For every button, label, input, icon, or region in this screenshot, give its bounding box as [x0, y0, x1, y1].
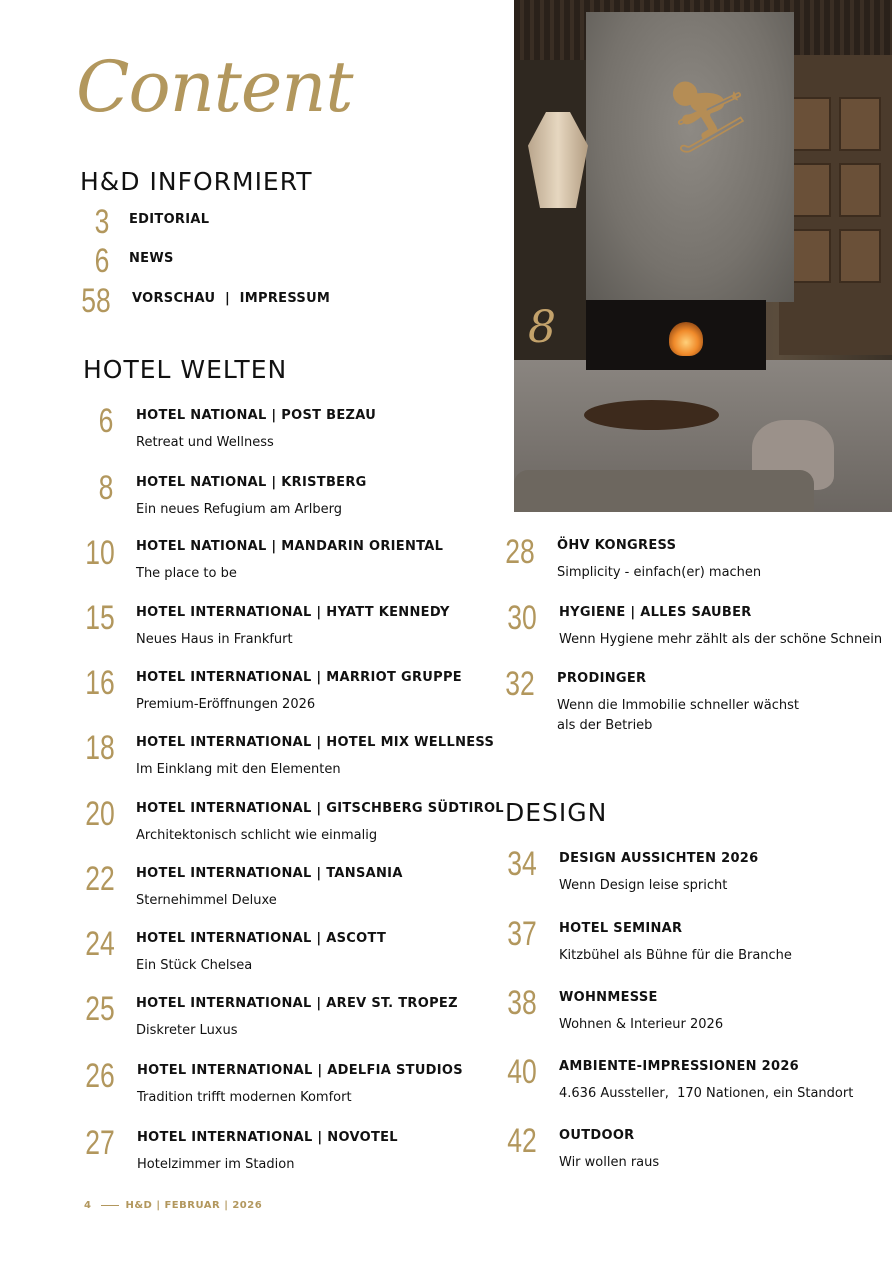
page-number: 16 [85, 664, 115, 702]
page-title: Content [76, 46, 353, 128]
toc-entry-subtitle: Im Einklang mit den Elementen [136, 762, 341, 777]
page-number: 38 [507, 984, 537, 1022]
page-number: 10 [85, 534, 115, 572]
toc-entry-subtitle: Ein neues Refugium am Arlberg [136, 502, 342, 517]
toc-entry-subtitle: Premium-Eröffnungen 2026 [136, 697, 316, 712]
toc-entry-title[interactable]: HOTEL INTERNATIONAL | TANSANIA [136, 866, 403, 881]
toc-entry-subtitle: Neues Haus in Frankfurt [136, 632, 293, 647]
toc-entry-title[interactable]: HOTEL NATIONAL | MANDARIN ORIENTAL [136, 539, 444, 554]
toc-entry-subtitle: Wenn Hygiene mehr zählt als der schöne Schnein [559, 632, 883, 647]
toc-entry-title[interactable]: HOTEL INTERNATIONAL | GITSCHBERG SÜDTIROL [136, 801, 504, 816]
page-number: 3 [94, 203, 110, 241]
toc-entry-title[interactable]: NEWS [129, 251, 174, 266]
page-number: 15 [85, 599, 115, 637]
page-number: 30 [507, 599, 537, 637]
footer-publication: H&D | FEBRUAR | 2026 [125, 1200, 263, 1211]
page-number: 58 [81, 282, 111, 320]
toc-entry-title[interactable]: HOTEL INTERNATIONAL | MARRIOT GRUPPE [136, 670, 462, 685]
wall-tile [839, 163, 881, 217]
section-heading-design: DESIGN [505, 798, 608, 827]
toc-entry-subtitle: 4.636 Aussteller, 170 Nationen, ein Standort [559, 1086, 854, 1101]
page-number: 42 [507, 1122, 537, 1160]
toc-entry-title[interactable]: DESIGN AUSSICHTEN 2026 [559, 851, 759, 866]
toc-entry-subtitle: Diskreter Luxus [136, 1023, 238, 1038]
toc-entry-title[interactable]: ÖHV KONGRESS [557, 538, 677, 553]
page-number: 26 [85, 1057, 115, 1095]
page-number: 18 [85, 729, 115, 767]
section-heading-informiert: H&D INFORMIERT [80, 167, 313, 196]
toc-entry-title[interactable]: HOTEL INTERNATIONAL | ADELFIA STUDIOS [137, 1063, 463, 1078]
skier-sculpture-icon: ⛷ [664, 76, 753, 158]
page-number: 24 [85, 925, 115, 963]
toc-entry-subtitle: Wenn die Immobilie schneller wächst [557, 698, 799, 713]
page-number: 22 [85, 860, 115, 898]
page-number: 20 [85, 795, 115, 833]
toc-entry-title[interactable]: EDITORIAL [129, 212, 210, 227]
page-number: 6 [98, 402, 114, 440]
toc-entry-title[interactable]: PRODINGER [557, 671, 647, 686]
toc-entry-title[interactable]: WOHNMESSE [559, 990, 658, 1005]
photo-table [584, 400, 719, 430]
toc-entry-title[interactable]: HOTEL NATIONAL | POST BEZAU [136, 408, 377, 423]
toc-entry-subtitle: Wenn Design leise spricht [559, 878, 728, 893]
page-number: 32 [505, 665, 535, 703]
photo-sofa [514, 470, 814, 512]
page-number: 25 [85, 990, 115, 1028]
toc-entry-title[interactable]: AMBIENTE-IMPRESSIONEN 2026 [559, 1059, 800, 1074]
toc-entry-title[interactable]: HOTEL INTERNATIONAL | ASCOTT [136, 931, 387, 946]
page-number: 34 [507, 845, 537, 883]
toc-entry-title[interactable]: HYGIENE | ALLES SAUBER [559, 605, 752, 620]
page-number: 8 [98, 469, 114, 507]
toc-entry-title[interactable]: HOTEL NATIONAL | KRISTBERG [136, 475, 367, 490]
toc-entry-subtitle: Hotelzimmer im Stadion [137, 1157, 295, 1172]
toc-entry-subtitle: Wohnen & Interieur 2026 [559, 1017, 724, 1032]
toc-entry-subtitle: Tradition trifft modernen Komfort [137, 1090, 352, 1105]
photo-wall-right [779, 55, 892, 355]
toc-entry-subtitle: Kitzbühel als Bühne für die Branche [559, 948, 792, 963]
section-heading-hotel-welten: HOTEL WELTEN [83, 355, 288, 384]
toc-entry-title[interactable]: OUTDOOR [559, 1128, 635, 1143]
toc-entry-title[interactable]: HOTEL INTERNATIONAL | HYATT KENNEDY [136, 605, 450, 620]
lounge-fireplace-photo [514, 0, 892, 512]
toc-entry-title[interactable]: VORSCHAU | IMPRESSUM [132, 291, 331, 306]
wall-tile [839, 97, 881, 151]
toc-entry-title[interactable]: HOTEL INTERNATIONAL | HOTEL MIX WELLNESS [136, 735, 495, 750]
toc-entry-subtitle: Wir wollen raus [559, 1155, 660, 1170]
toc-entry-title[interactable]: HOTEL INTERNATIONAL | AREV ST. TROPEZ [136, 996, 458, 1011]
toc-entry-subtitle: Simplicity - einfach(er) machen [557, 565, 762, 580]
wall-tile [789, 163, 831, 217]
toc-entry-subtitle: Architektonisch schlicht wie einmalig [136, 828, 378, 843]
toc-entry-title[interactable]: HOTEL INTERNATIONAL | NOVOTEL [137, 1130, 398, 1145]
page-footer [84, 1200, 262, 1211]
toc-entry-subtitle: Ein Stück Chelsea [136, 958, 253, 973]
page-number: 37 [507, 915, 537, 953]
page-number: 27 [85, 1124, 115, 1162]
footer-divider [101, 1205, 119, 1206]
toc-entry-subtitle-line2: als der Betrieb [557, 718, 653, 733]
toc-entry-subtitle: The place to be [136, 566, 237, 581]
page-number: 40 [507, 1053, 537, 1091]
wall-tile [789, 229, 831, 283]
toc-entry-subtitle: Retreat und Wellness [136, 435, 274, 450]
fire-icon [669, 322, 703, 356]
footer-page-number: 4 [84, 1200, 92, 1211]
toc-entry-title[interactable]: HOTEL SEMINAR [559, 921, 683, 936]
toc-entry-subtitle: Sternehimmel Deluxe [136, 893, 277, 908]
page-number: 28 [505, 533, 535, 571]
page-number: 6 [94, 242, 110, 280]
photo-page-reference: 8 [528, 302, 556, 353]
wall-tile [839, 229, 881, 283]
wall-tile [789, 97, 831, 151]
